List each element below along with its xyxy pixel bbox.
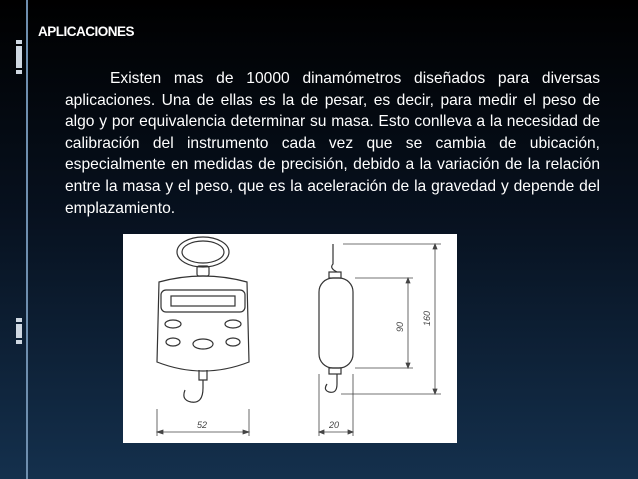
dynamometer-figure: [123, 234, 457, 443]
accent-bar-mid-2: [16, 324, 22, 338]
total-height-label: 160: [422, 310, 432, 326]
accent-bar-mid-1: [16, 318, 22, 322]
accent-bar-mid-3: [16, 340, 22, 344]
scale-front-view: [157, 237, 249, 402]
scale-side-view: [319, 244, 353, 392]
side-width-label: 20: [329, 420, 340, 430]
accent-bar-top-3: [16, 70, 22, 74]
left-accent-line: [26, 0, 28, 479]
slide-body-text: Existen mas de 10000 dinamómetros diseñados para diversas aplicaciones. Una de ellas es la de pesar, es decir, para medir el peso de algo y por equivalencia determinar su masa. Esto conlleva a la necesidad de calibración del instrumento cada vez que se cambia de ubicación, especialmente en medidas de precisión, debido a la variación de la relación entre la masa y el peso, que es la aceleración de la gravedad y depende del emplazamiento.: [65, 70, 600, 217]
accent-bar-top-2: [16, 46, 22, 68]
slide-title: APLICACIONES: [38, 24, 135, 39]
body-height-label: 90: [395, 321, 405, 332]
front-width-label: 52: [197, 420, 208, 430]
accent-bar-top-1: [16, 40, 22, 44]
